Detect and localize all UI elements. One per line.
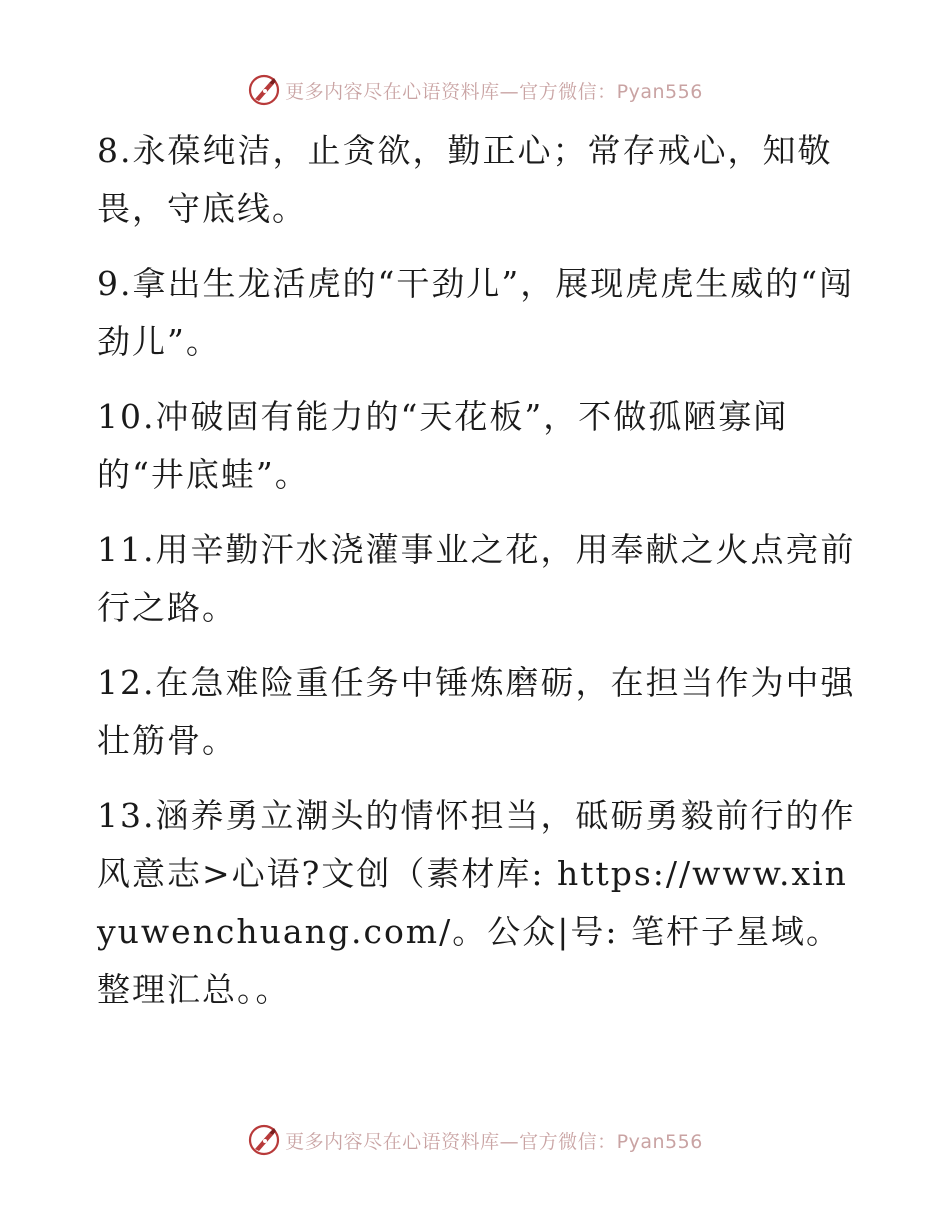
banner-text: 更多内容尽在心语资料库—官方微信：Pyan556 [285,1130,703,1153]
quill-pen-icon [247,73,281,107]
paragraph-10: 10.冲破固有能力的“天花板”，不做孤陋寡闻的“井底蛙”。 [97,397,789,494]
paragraph-9: 9.拿出生龙活虎的“干劲儿”，展现虎虎生威的“闯劲儿”。 [97,264,855,361]
document-body [97,122,857,1036]
footer-banner [0,1120,950,1160]
paragraph-13: 13.涵养勇立潮头的情怀担当，砥砺勇毅前行的作风意志>心语?文创（素材库: https://www.xinyuwenchuang.com/。公众|号: 笔杆子星域。整理汇总。。 [97,796,856,1009]
paragraph-8: 8.永葆纯洁，止贪欲，勤正心；常存戒心，知敬畏，守底线。 [97,131,833,228]
paragraph-11: 11.用辛勤汗水浇灌事业之花，用奉献之火点亮前行之路。 [97,530,856,627]
quill-pen-icon [247,1123,281,1157]
paragraph-12: 12.在急难险重任务中锤炼磨砺，在担当作为中强壮筋骨。 [97,663,856,760]
banner-text: 更多内容尽在心语资料库—官方微信：Pyan556 [285,80,703,103]
header-banner [0,70,950,110]
